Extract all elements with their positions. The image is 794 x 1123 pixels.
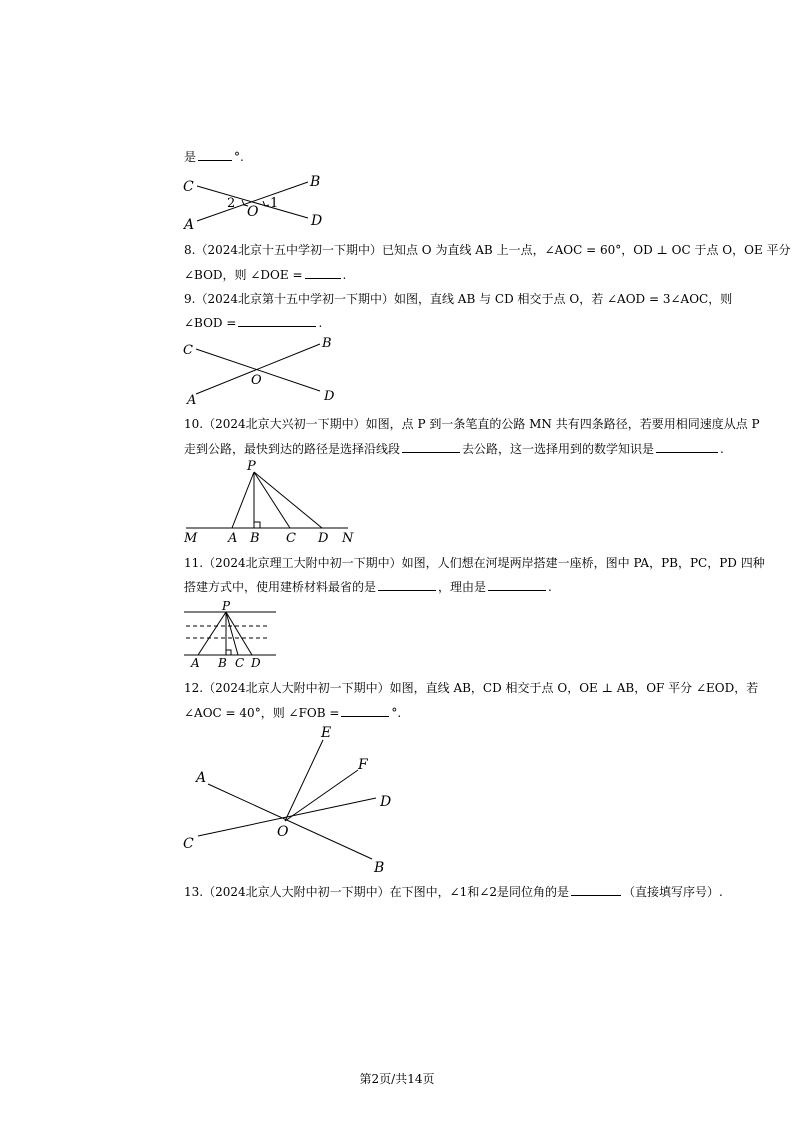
q11-answer-blank-1[interactable] — [378, 578, 436, 591]
fig11-label-a: A — [191, 656, 200, 670]
q9-text-2-suffix: . — [318, 316, 323, 330]
fig7-label-b: B — [310, 174, 321, 190]
q11-text-2a: 搭建方式中，使用建桥材料最省的是 — [184, 580, 377, 594]
q12-text-2: ∠AOC = 40°，则 ∠FOB = — [184, 706, 340, 720]
q13-text: 13.（2024北京人大附中初一下期中）在下图中，∠1和∠2是同位角的是 — [184, 885, 570, 899]
q12-text-1: 12.（2024北京人大附中初一下期中）如图，直线 AB，CD 相交于点 O，OE ⊥ AB，OF 平分 ∠EOD，若 — [184, 681, 759, 695]
q10-line-2 — [184, 440, 724, 457]
q8-text-1: 8.（2024北京十五中学初一下期中）已知点 O 为直线 AB 上一点，∠AOC = 60°，OD ⊥ OC 于点 O，OE 平分 — [184, 243, 791, 257]
fig11-label-b: B — [218, 656, 227, 670]
q10-text-2b: 去公路，这一选择用到的数学知识是 — [462, 442, 655, 456]
q11-answer-blank-2[interactable] — [488, 578, 546, 591]
fig10-label-c: C — [286, 531, 296, 546]
fig9-label-a: A — [187, 393, 197, 408]
fig10-label-m: M — [184, 531, 198, 546]
q8-line-1 — [184, 242, 791, 258]
figure-q10 — [180, 458, 370, 546]
figure-q7 — [180, 170, 340, 232]
q12-line-2 — [184, 704, 401, 721]
fig11-label-p: P — [222, 599, 231, 613]
fig10-label-b: B — [250, 531, 260, 546]
fig10-label-p: P — [247, 459, 256, 474]
fig9-label-b: B — [322, 336, 332, 351]
q11-text-2c: . — [548, 580, 552, 594]
figure-q11 — [180, 598, 280, 670]
fig9-label-c: C — [183, 343, 193, 358]
q11-line-2 — [184, 578, 552, 595]
fig7-label-a: A — [184, 217, 195, 233]
q13-line — [184, 883, 723, 900]
fig12-label-e: E — [321, 725, 332, 741]
q10-text-2a: 走到公路，最快到达的路径是选择沿线段 — [184, 442, 401, 456]
fig7-label-d: D — [311, 213, 323, 229]
fig7-label-c: C — [183, 179, 194, 195]
fig10-label-a: A — [228, 531, 238, 546]
q9-text-1: 9.（2024北京第十五中学初一下期中）如图，直线 AB 与 CD 相交于点 O，若 ∠AOD = 3∠AOC，则 — [184, 292, 733, 306]
q10-answer-blank-2[interactable] — [656, 440, 718, 453]
fig12-label-o: O — [277, 824, 289, 840]
figure-q9 — [180, 334, 350, 406]
fig9-label-d: D — [324, 389, 335, 404]
q11-text-2b: ，理由是 — [438, 580, 487, 594]
fig7-angle-1: 1 — [270, 196, 279, 211]
q11-text-1: 11.（2024北京理工大附中初一下期中）如图，人们想在河堤两岸搭建一座桥，图中 PA，PB，PC，PD 四种 — [184, 556, 765, 570]
fig12-label-a: A — [196, 770, 207, 786]
fig12-label-b: B — [374, 860, 385, 876]
q10-text-2c: . — [720, 442, 724, 456]
q7-tail-line — [184, 148, 244, 165]
q8-text-2: ∠BOD，则 ∠DOE = — [184, 268, 303, 282]
q9-line-1 — [184, 291, 732, 307]
q7-tail-suffix: °. — [234, 150, 244, 164]
fig12-label-d: D — [380, 794, 392, 810]
q7-answer-blank[interactable] — [198, 148, 232, 161]
fig10-label-n: N — [342, 531, 354, 546]
q13-text-suffix: （直接填写序号）. — [623, 885, 723, 899]
q8-line-2 — [184, 266, 346, 283]
q8-answer-blank[interactable] — [305, 266, 341, 279]
fig9-label-o: O — [251, 373, 262, 388]
fig11-label-c: C — [235, 656, 245, 670]
fig12-label-c: C — [183, 836, 194, 852]
q8-text-2-suffix: . — [342, 268, 347, 282]
q10-text-1: 10.（2024北京大兴初一下期中）如图，点 P 到一条笔直的公路 MN 共有四条路径，若要用相同速度从点 P — [184, 417, 760, 431]
fig7-label-o: O — [247, 204, 259, 220]
figure-q12 — [180, 724, 400, 876]
q9-answer-blank[interactable] — [238, 314, 316, 327]
q12-line-1 — [184, 680, 758, 696]
page-footer: 第2页/共14页 — [359, 1072, 435, 1086]
fig7-angle-2: 2 — [227, 196, 236, 211]
fig12-label-f: F — [358, 757, 368, 773]
q13-answer-blank[interactable] — [571, 883, 621, 896]
q9-line-2 — [184, 314, 322, 331]
q11-line-1 — [184, 555, 765, 571]
q7-tail-prefix: 是 — [184, 150, 197, 164]
q12-text-2-suffix: °. — [391, 706, 402, 720]
fig10-label-d: D — [318, 531, 329, 546]
fig11-label-d: D — [251, 656, 261, 670]
q10-line-1 — [184, 416, 760, 432]
q9-text-2: ∠BOD = — [184, 316, 237, 330]
q10-answer-blank-1[interactable] — [402, 440, 460, 453]
q12-answer-blank[interactable] — [341, 704, 389, 717]
